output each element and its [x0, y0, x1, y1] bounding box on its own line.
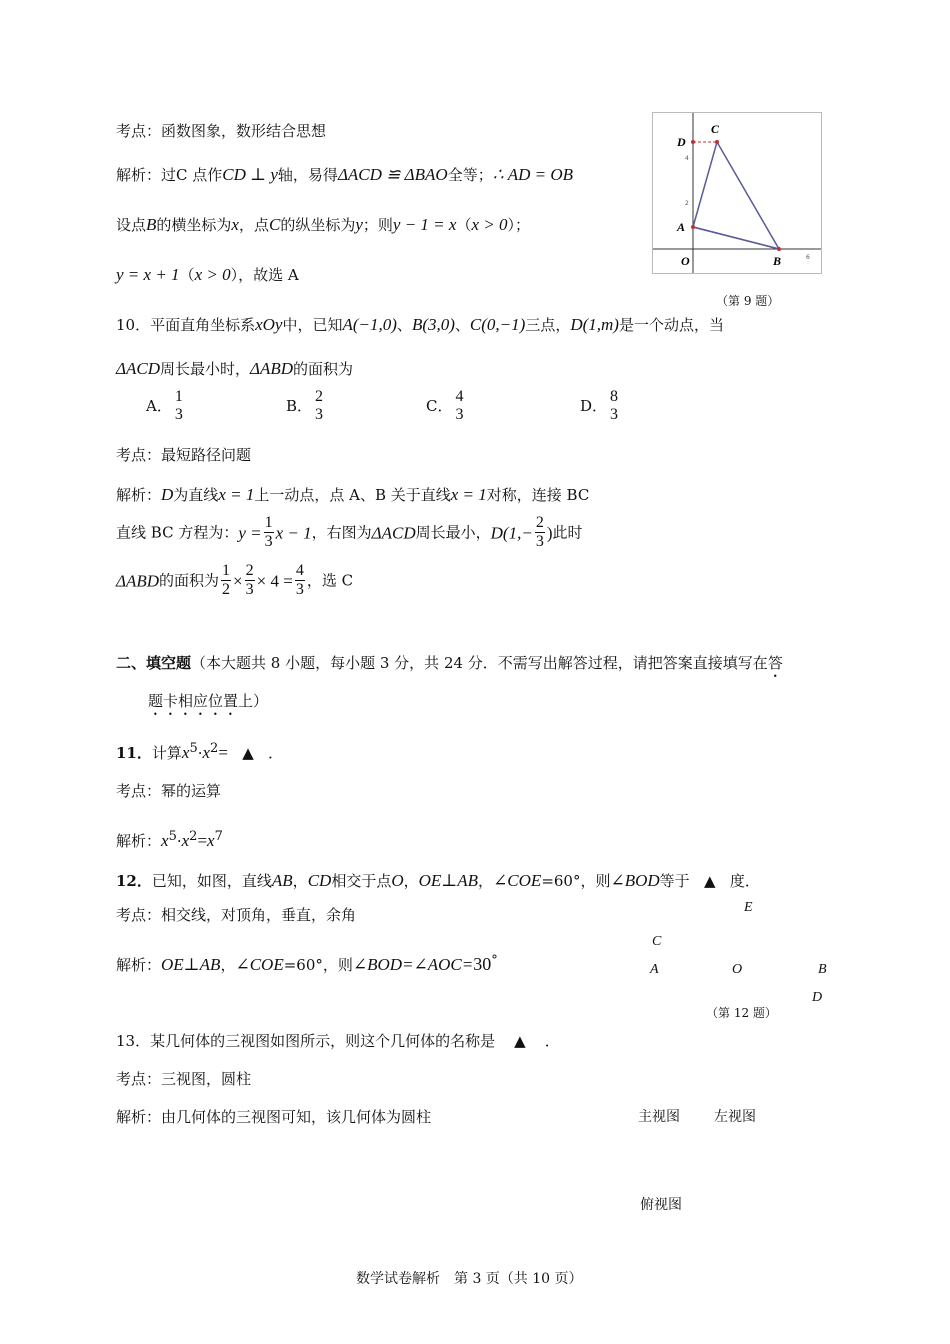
q11-stem: 11．计算$x^5\cdot x^2=$ ▲ ． [116, 741, 284, 762]
q12-kaodian: 考点：相交线，对顶角，垂直，余角 [116, 906, 357, 924]
label-d: D [677, 135, 686, 149]
q9-jiexi-line1: 解析：过C 点作CD ⊥ y轴，易得ΔACD ≌ ΔBAO全等；∴ AD = OB [116, 165, 574, 184]
q12-label-c: C [652, 934, 662, 949]
q9-jiexi-line2: 设点B的横坐标为x，点C的纵坐标为y；则y − 1 = x（x > 0）； [116, 215, 531, 234]
q10-jiexi-line2: 直线 BC 方程为：y = $\frac{1}{3}$ x − 1，右图为ΔACD周长最小，D(1,− $\frac{2}{3}$ )此时 [116, 514, 583, 551]
q12-label-b: B [818, 962, 827, 977]
q10-option-d: D． 8 3 [580, 388, 619, 424]
q12-label-d: D [812, 990, 823, 1005]
q12-label-a: A [650, 962, 659, 977]
label-b: B [773, 254, 782, 268]
tick-y2: 2 [685, 200, 689, 207]
q10-jiexi-line1: 解析：D为直线x = 1上一动点，点 A、B 关于直线x = 1对称，连接 BC [116, 485, 590, 504]
q13-kaodian: 考点：三视图，圆柱 [116, 1070, 252, 1088]
q13-stem: 13．某几何体的三视图如图所示，则这个几何体的名称是 ▲ ． [116, 1032, 560, 1050]
label-o: O [681, 254, 690, 268]
q9-figure [652, 112, 822, 274]
q10-stem-line1: 10．平面直角坐标系xOy中，已知A(−1,0)、B(3,0)、C(0,−1)三点，D(1,m)是一个动点，当 [116, 315, 724, 334]
section2-line2: 题卡相应位置上） [148, 692, 269, 710]
q10-option-b: B． 2 3 [286, 388, 324, 424]
q11-kaodian: 考点：幂的运算 [116, 782, 222, 800]
triangle-acb [693, 142, 779, 249]
point-a [691, 225, 695, 229]
q10-jiexi-line3: ΔABD的面积为 $\frac{1}{2}$ × $\frac{2}{3}$ × 4 = $\frac{4}{3}$ ，选 C [116, 562, 354, 599]
q10-option-c: C． 4 3 [426, 388, 464, 424]
q13-top-view-label: 俯视图 [640, 1197, 682, 1213]
section2-line1: 二、填空题（本大题共 8 小题，每小题 3 分，共 24 分．不需写出解答过程，请把答案直接填写在答 [116, 654, 783, 672]
q12-stem: 12．已知，如图，直线AB，CD相交于点O，OE⊥AB，∠COE=60°，则∠BOD等于 ▲ 度． [116, 871, 760, 890]
q10-stem-line2: ΔACD周长最小时，ΔABD的面积为 [116, 359, 354, 378]
segment-ab [693, 227, 779, 249]
q13-left-view-label: 左视图 [714, 1109, 756, 1125]
tick-x6: 6 [806, 254, 810, 261]
q9-figure-caption: （第 9 题） [716, 294, 780, 308]
tick-y4: 4 [685, 155, 689, 162]
q10-kaodian: 考点：最短路径问题 [116, 446, 252, 464]
q12-figure-caption: （第 12 题） [706, 1006, 777, 1020]
q11-answer-blank[interactable]: ▲ [242, 744, 254, 762]
q13-front-view-label: 主视图 [638, 1109, 680, 1125]
point-b [777, 247, 781, 251]
point-c [715, 140, 719, 144]
q9-jiexi-line3: y = x + 1（x > 0），故选 A [116, 265, 299, 284]
q13-answer-blank[interactable]: ▲ [514, 1032, 526, 1050]
q10-option-a: A． 1 3 [146, 388, 183, 424]
page-footer: 数学试卷解析 第 3 页（共 10 页） [356, 1271, 583, 1287]
q9-graph [653, 113, 821, 273]
q13-jiexi: 解析：由几何体的三视图可知，该几何体为圆柱 [116, 1108, 432, 1126]
label-a: A [677, 220, 686, 234]
q9-kaodian: 考点：函数图象，数形结合思想 [116, 122, 327, 140]
label-c: C [711, 122, 720, 136]
q12-label-o: O [732, 962, 743, 977]
q12-answer-blank[interactable]: ▲ [703, 872, 716, 890]
point-d [691, 140, 695, 144]
q12-label-e: E [744, 900, 753, 915]
q11-jiexi: 解析：$x^5\cdot x^2=x^7$ [116, 829, 223, 850]
q12-jiexi: 解析：OE⊥AB，∠COE=60°，则∠BOD=∠AOC=30° [116, 953, 498, 974]
